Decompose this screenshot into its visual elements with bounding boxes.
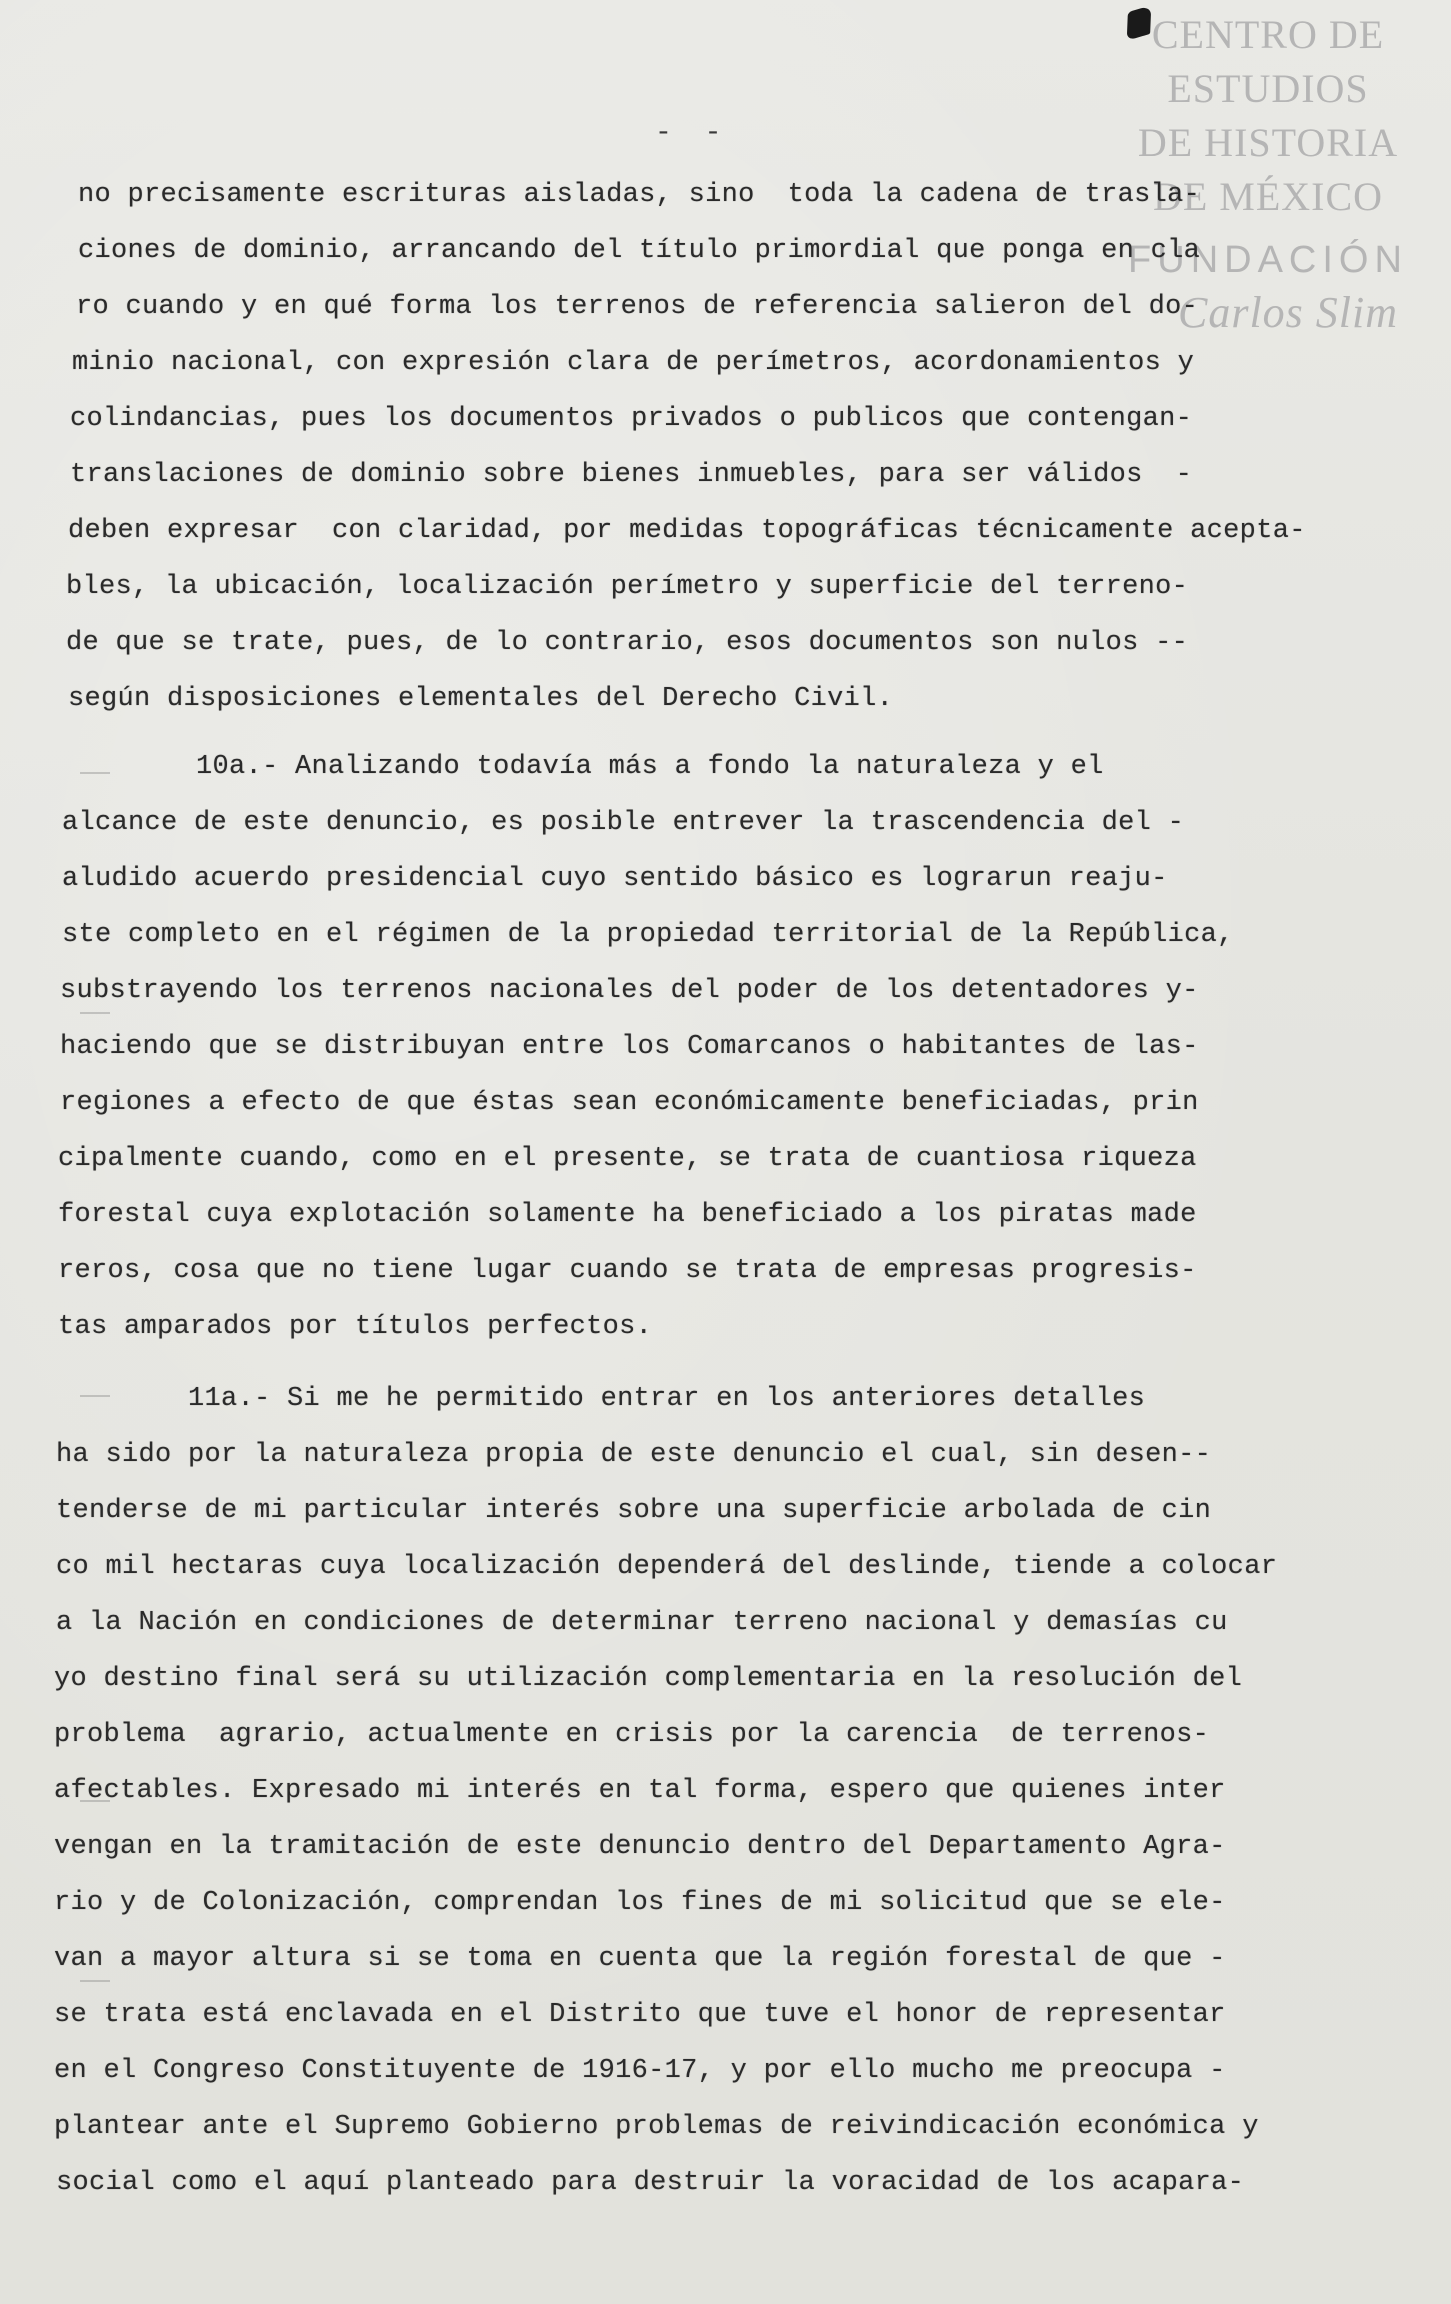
- text-line: tas amparados por títulos perfectos.: [58, 1312, 653, 1342]
- text-line: según disposiciones elementales del Derecho Civil.: [68, 684, 894, 714]
- text-line: ro cuando y en qué forma los terrenos de referencia salieron del do-: [76, 292, 1199, 322]
- page-number: - -: [655, 118, 730, 149]
- text-line: afectables. Expresado mi interés en tal forma, espero que quienes inter: [54, 1776, 1226, 1806]
- watermark-line: ESTUDIOS: [1167, 66, 1369, 111]
- text-line: a la Nación en condiciones de determinar terreno nacional y demasías cu: [56, 1608, 1228, 1638]
- watermark-line: DE MÉXICO: [1152, 174, 1384, 219]
- text-line: co mil hectaras cuya localización dependerá del deslinde, tiende a colocar: [56, 1552, 1278, 1582]
- text-line: cipalmente cuando, como en el presente, se trata de cuantiosa riqueza: [58, 1144, 1197, 1174]
- text-line: 10a.- Analizando todavía más a fondo la naturaleza y el: [64, 752, 1104, 782]
- text-line: ha sido por la naturaleza propia de este denuncio el cual, sin desen--: [56, 1440, 1212, 1470]
- text-line: no precisamente escrituras aisladas, sino toda la cadena de trasla-: [78, 180, 1201, 210]
- text-line: forestal cuya explotación solamente ha beneficiado a los piratas made: [58, 1200, 1197, 1230]
- text-line: tenderse de mi particular interés sobre una superficie arbolada de cin: [56, 1496, 1212, 1526]
- text-line: problema agrario, actualmente en crisis por la carencia de terrenos-: [54, 1720, 1210, 1750]
- text-line: social como el aquí planteado para destruir la voracidad de los acapara-: [56, 2168, 1245, 2198]
- text-line: plantear ante el Supremo Gobierno problemas de reivindicación económica y: [54, 2112, 1259, 2142]
- text-line: deben expresar con claridad, por medidas topográficas técnicamente acepta-: [68, 516, 1306, 546]
- text-line: 11a.- Si me he permitido entrar en los anteriores detalles: [56, 1384, 1146, 1414]
- text-line: rio y de Colonización, comprendan los fines de mi solicitud que se ele-: [54, 1888, 1226, 1918]
- text-line: en el Congreso Constituyente de 1916-17, y por ello mucho me preocupa -: [54, 2056, 1226, 2086]
- watermark-line: CENTRO DE: [1151, 12, 1385, 57]
- text-line: van a mayor altura si se toma en cuenta que la región forestal de que -: [54, 1944, 1226, 1974]
- text-line: colindancias, pues los documentos privados o publicos que contengan-: [70, 404, 1193, 434]
- watermark-fundacion: FUNDACIÓN: [1128, 239, 1408, 281]
- text-line: minio nacional, con expresión clara de perímetros, acordonamientos y: [72, 348, 1195, 378]
- text-line: regiones a efecto de que éstas sean económicamente beneficiadas, prin: [60, 1088, 1199, 1118]
- text-line: ste completo en el régimen de la propiedad territorial de la República,: [62, 920, 1234, 950]
- text-line: se trata está enclavada en el Distrito que tuve el honor de representar: [54, 2000, 1226, 2030]
- text-line: translaciones de dominio sobre bienes inmuebles, para ser válidos -: [70, 460, 1193, 490]
- text-line: vengan en la tramitación de este denuncio dentro del Departamento Agra-: [54, 1832, 1226, 1862]
- watermark-line: DE HISTORIA: [1137, 120, 1399, 165]
- text-line: substrayendo los terrenos nacionales del poder de los detentadores y-: [60, 976, 1199, 1006]
- text-line: yo destino final será su utilización complementaria en la resolución del: [54, 1664, 1243, 1694]
- text-line: aludido acuerdo presidencial cuyo sentido básico es lograrun reaju-: [62, 864, 1168, 894]
- watermark-signature: Carlos Slim: [1177, 288, 1399, 337]
- text-line: reros, cosa que no tiene lugar cuando se trata de empresas progresis-: [58, 1256, 1197, 1286]
- text-line: de que se trate, pues, de lo contrario, esos documentos son nulos --: [66, 628, 1189, 658]
- text-line: alcance de este denuncio, es posible entrever la trascendencia del -: [62, 808, 1185, 838]
- text-line: ciones de dominio, arrancando del título primordial que ponga en cla: [78, 236, 1201, 266]
- text-line: haciendo que se distribuyan entre los Comarcanos o habitantes de las-: [60, 1032, 1199, 1062]
- text-line: bles, la ubicación, localización perímetro y superficie del terreno-: [66, 572, 1189, 602]
